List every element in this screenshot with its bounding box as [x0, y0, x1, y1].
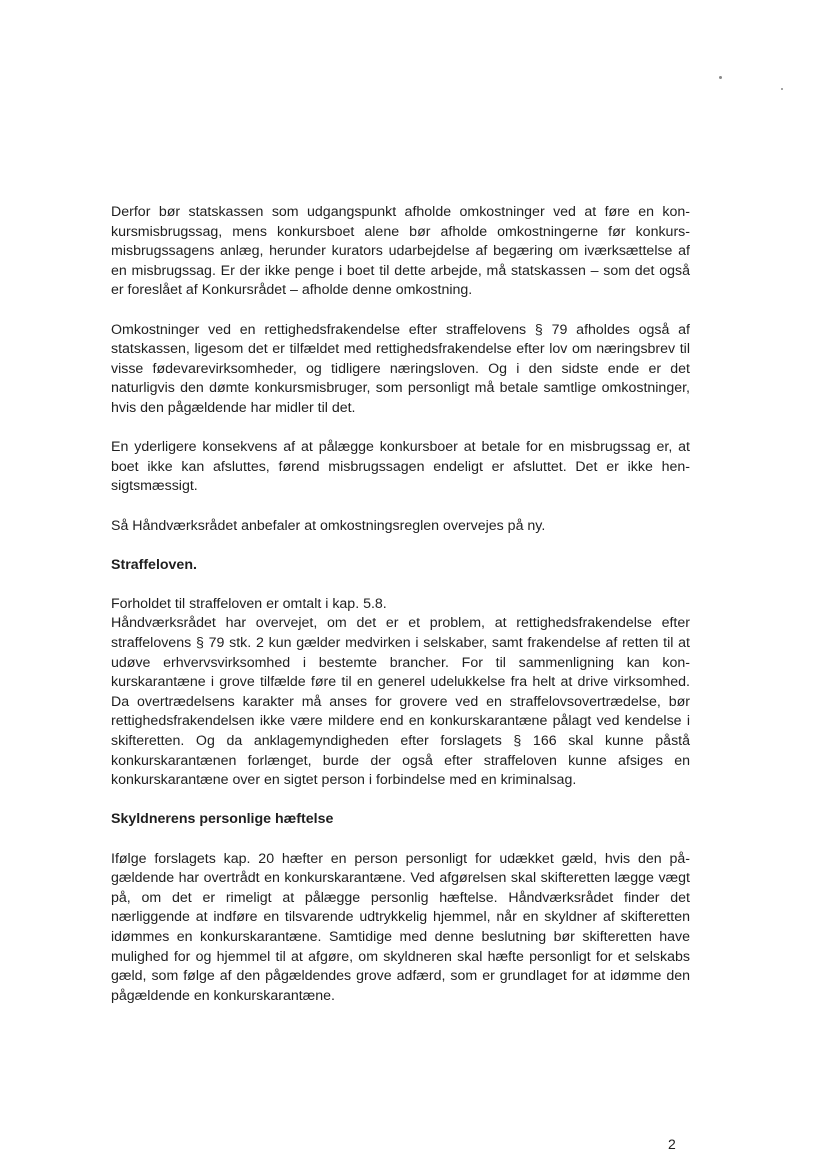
- section-heading: Skyldnerens personlige hæftelse: [111, 811, 334, 828]
- paragraph: Ifølge forslagets kap. 20 hæfter en person personligt for udækket gæld, hvis den pågældende har overtrådt en konkurskarantæne. Ved afgørelsen skal skifteretten lægge vægt på, om det er rimeligt at pålægge personlig hæftelse. Håndværksrådet finder det nærliggende at indføre en tilsvarende udtrykkelig hjemmel, når en skyldner af skifteretten idømmes en konkurskarantæne. Samtidige med denne beslutning bør skifteretten have mulighed for og hjemmel til at afgøre, om skyldneren skal hæfte personligt for et selskabs gæld, som følge af den pågældendes grove adfærd, som er grundlaget for at idømme den pågældende en konkurskarantæne.: [111, 850, 690, 1004]
- document-body: [111, 203, 690, 1026]
- paragraph: Håndværksrådet har overvejet, om det er et problem, at rettighedsfrakendelse efter straffelovens § 79 stk. 2 kun gælder medvirken i selskaber, samt frakendelse af retten til at udøve erhvervsvirksomhed i bestemte brancher. For til sammenligning kan konkurskarantæne i grove tilfælde føre til en generel udelukkelse fra helt at drive virksomhed. Da overtrædelsens karakter må anses for grovere ved en straffelovsovertrædelse, bør rettighedsfrakendelsen ikke være mildere end en konkurskarantæne pålagt ved kendelse i skifteretten. Og da anklagemyndigheden efter forslagets § 166 skal kunne påstå konkurskarantænen forlænget, burde der også efter straffeloven kunne afsiges en konkurskarantæne over en sigtet person i forbindelse med en kriminalsag.: [111, 615, 690, 789]
- paragraph: Så Håndværksrådet anbefaler at omkostningsreglen overvejes på ny.: [111, 517, 546, 534]
- scan-speck: [781, 88, 783, 90]
- section-heading: Straffeloven.: [111, 556, 197, 573]
- scan-speck: [719, 76, 722, 79]
- paragraph: Forholdet til straffeloven er omtalt i kap. 5.8.: [111, 595, 387, 612]
- page-number: 2: [668, 1136, 676, 1152]
- paragraph: En yderligere konsekvens af at pålægge konkursboer at betale for en misbrugssag er, at boet ikke kan afsluttes, førend misbrugssagen endeligt er afsluttet. Det er ikke hensigtsmæssigt.: [111, 439, 690, 495]
- paragraph: Omkostninger ved en rettighedsfrakendelse efter straffelovens § 79 afholdes også af statskassen, ligesom det er tilfældet med rettighedsfrakendelse efter lov om næringsbrev til visse fødevarevirksomheder, og tidligere næringsloven. Og i den sidste ende er det naturligvis den dømte konkursmisbruger, som personligt må betale samtlige omkostninger, hvis den pågældende har midler til det.: [111, 321, 690, 416]
- paragraph: Derfor bør statskassen som udgangspunkt afholde omkostninger ved at føre en konkursmisbrugssag, mens konkursboet alene bør afholde omkostningerne før konkursmisbrugssagens anlæg, herunder kurators udarbejdelse af begæring om iværksættelse af en misbrugssag. Er der ikke penge i boet til dette arbejde, må statskassen – som det også er foreslået af Konkursrådet – afholde denne omkostning.: [111, 204, 690, 299]
